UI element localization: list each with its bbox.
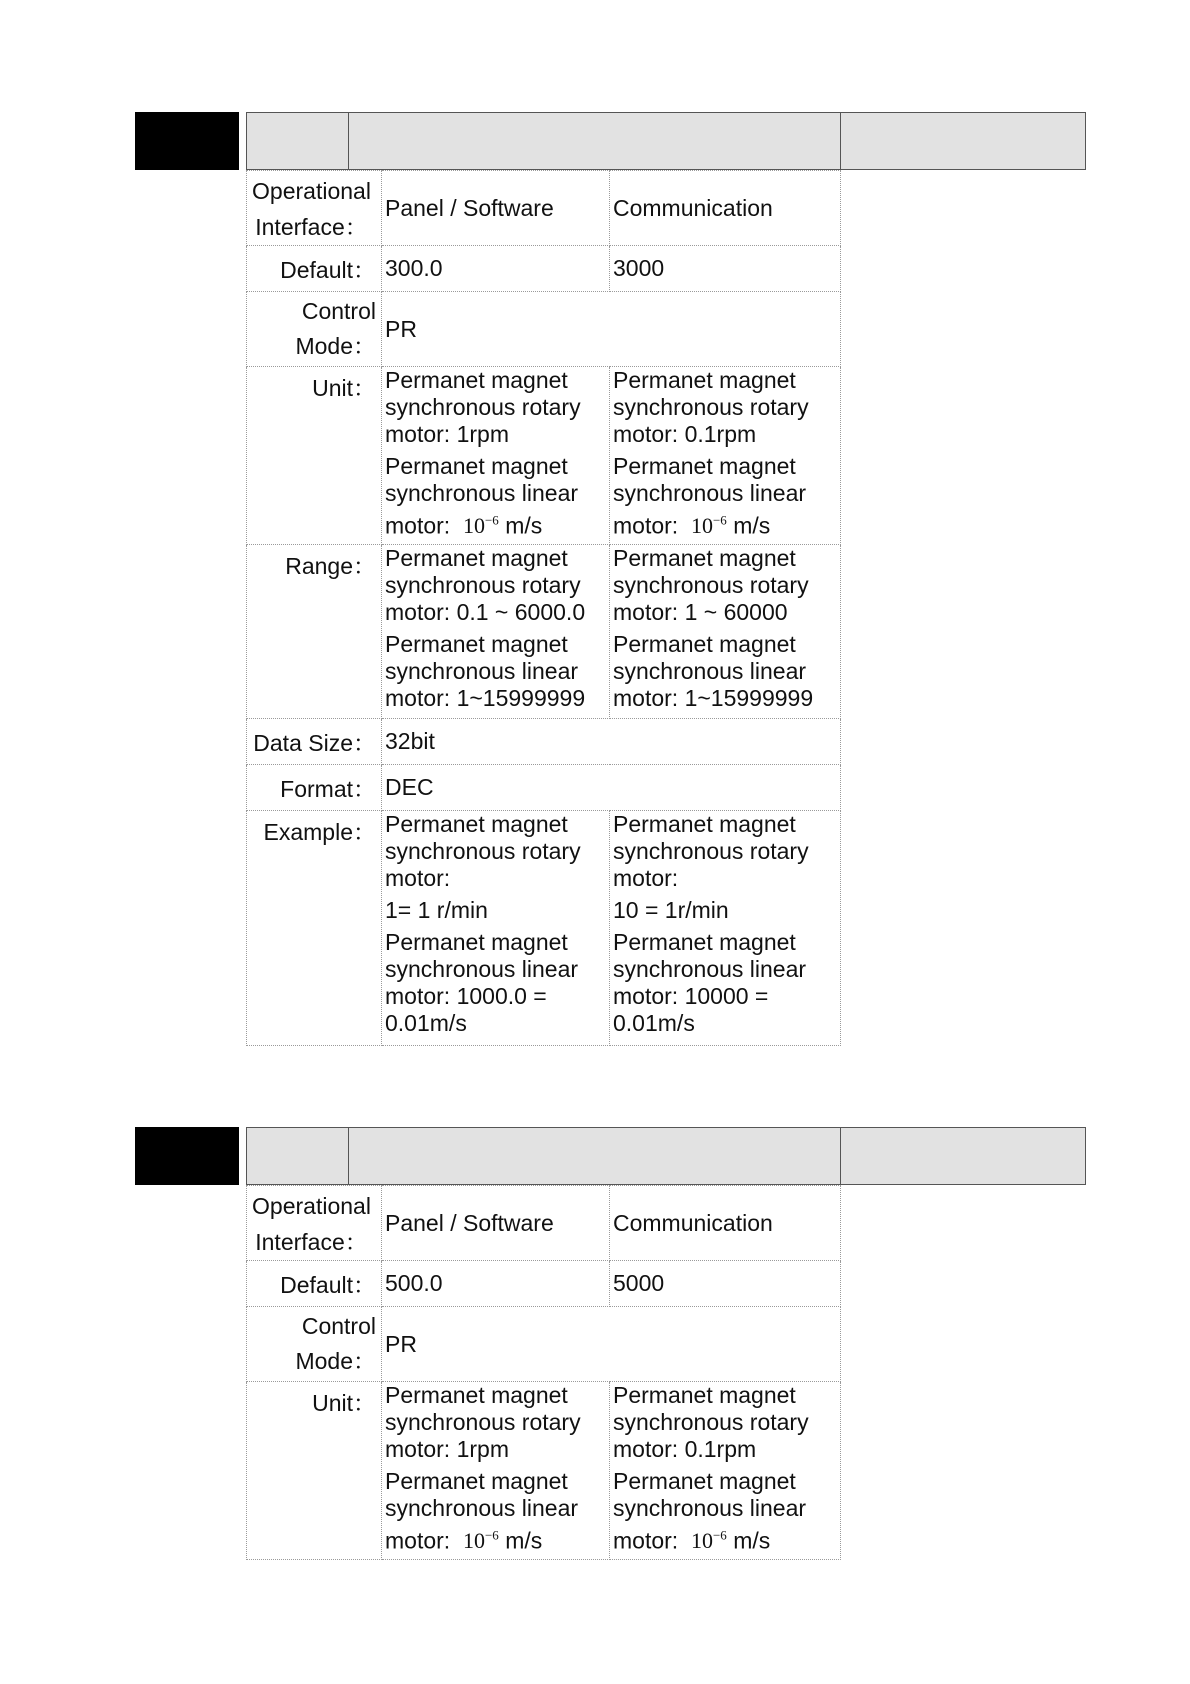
- row-range: [247, 545, 841, 719]
- row-example: [247, 811, 841, 1046]
- example-communication: Permanet magnet synchronous rotary motor: 10 = 1r/min Permanet magnet synchronous linear motor: 10000 = 0.01m/s: [610, 811, 841, 1046]
- unit-communication: Permanet magnet synchronous rotary motor: 0.1rpm Permanet magnet synchronous linear motor: $10^{-6}$ m/s: [610, 367, 841, 545]
- interface-communication: Communication: [610, 171, 841, 246]
- power-of-ten: $10^{-6}$: [690, 1528, 727, 1554]
- unit-panel: Permanet magnet synchronous rotary motor: 1rpm Permanet magnet synchronous linear motor: $10^{-6}$ m/s: [382, 367, 610, 545]
- label-control-mode: Control Mode：: [247, 1307, 382, 1382]
- row-unit: [247, 1382, 841, 1560]
- header-cell-address: [247, 113, 349, 169]
- row-operational-interface: [247, 171, 841, 246]
- interface-communication: Communication: [610, 1186, 841, 1261]
- label-example: Example：: [247, 811, 382, 1046]
- header-cell-name: [348, 113, 841, 169]
- default-panel: 500.0: [382, 1261, 610, 1307]
- data-size-value: 32bit: [382, 719, 841, 765]
- row-default: [247, 246, 841, 292]
- interface-panel: Panel / Software: [382, 171, 610, 246]
- row-unit: [247, 367, 841, 545]
- example-panel: Permanet magnet synchronous rotary motor: 1= 1 r/min Permanet magnet synchronous linear motor: 1000.0 = 0.01m/s: [382, 811, 610, 1046]
- range-communication: Permanet magnet synchronous rotary motor: 1 ~ 60000 Permanet magnet synchronous linear motor: 1~15999999: [610, 545, 841, 719]
- format-value: DEC: [382, 765, 841, 811]
- parameter-header-bar: [246, 112, 1086, 170]
- default-communication: 3000: [610, 246, 841, 292]
- row-operational-interface: [247, 1186, 841, 1261]
- header-cell-name: [348, 1128, 841, 1184]
- label-format: Format：: [247, 765, 382, 811]
- label-data-size: Data Size：: [247, 719, 382, 765]
- default-communication: 5000: [610, 1261, 841, 1307]
- row-default: [247, 1261, 841, 1307]
- row-data-size: [247, 719, 841, 765]
- label-default: Default：: [247, 246, 382, 292]
- label-control-mode: Control Mode：: [247, 292, 382, 367]
- range-panel: Permanet magnet synchronous rotary motor: 0.1 ~ 6000.0 Permanet magnet synchronous linear motor: 1~15999999: [382, 545, 610, 719]
- interface-panel: Panel / Software: [382, 1186, 610, 1261]
- unit-communication: Permanet magnet synchronous rotary motor: 0.1rpm Permanet magnet synchronous linear motor: $10^{-6}$ m/s: [610, 1382, 841, 1560]
- power-of-ten: $10^{-6}$: [462, 513, 499, 539]
- label-operational-interface: Operational Interface：: [247, 171, 382, 246]
- row-control-mode: [247, 1307, 841, 1382]
- row-format: [247, 765, 841, 811]
- power-of-ten: $10^{-6}$: [462, 1528, 499, 1554]
- unit-panel: Permanet magnet synchronous rotary motor: 1rpm Permanet magnet synchronous linear motor: $10^{-6}$ m/s: [382, 1382, 610, 1560]
- parameter-header-bar: [246, 1127, 1086, 1185]
- label-default: Default：: [247, 1261, 382, 1307]
- header-cell-address: [247, 1128, 349, 1184]
- row-control-mode: [247, 292, 841, 367]
- label-range: Range：: [247, 545, 382, 719]
- parameter-table: [246, 170, 841, 1046]
- parameter-code-box: [135, 112, 239, 170]
- default-panel: 300.0: [382, 246, 610, 292]
- parameter-code-box: [135, 1127, 239, 1185]
- label-unit: Unit：: [247, 367, 382, 545]
- label-unit: Unit：: [247, 1382, 382, 1560]
- control-mode-value: PR: [382, 292, 841, 367]
- power-of-ten: $10^{-6}$: [690, 513, 727, 539]
- label-operational-interface: Operational Interface：: [247, 1186, 382, 1261]
- parameter-table: [246, 1185, 841, 1560]
- control-mode-value: PR: [382, 1307, 841, 1382]
